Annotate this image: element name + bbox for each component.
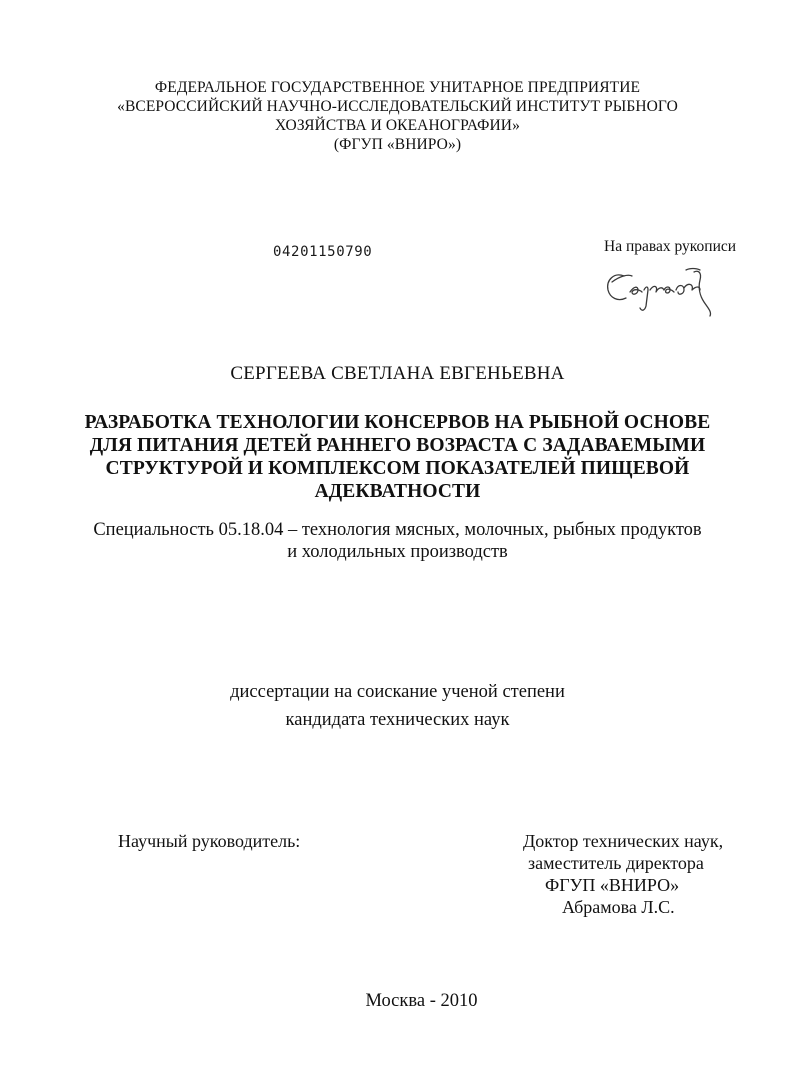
- archive-number: 04201150790: [273, 244, 373, 260]
- organization-line-3: ХОЗЯЙСТВА И ОКЕАНОГРАФИИ»: [275, 117, 520, 134]
- city-year: Москва - 2010: [365, 991, 478, 1011]
- supervisor-label: Научный руководитель:: [118, 831, 301, 851]
- dissertation-title-line-1: РАЗРАБОТКА ТЕХНОЛОГИИ КОНСЕРВОВ НА РЫБНОЙ ОСНОВЕ: [84, 412, 711, 433]
- degree-line-1: диссертации на соискание ученой степени: [230, 682, 565, 702]
- specialty-line-1: Специальность 05.18.04 – технология мясных, молочных, рыбных продуктов: [93, 520, 702, 540]
- supervisor-position: заместитель директора: [528, 853, 704, 873]
- signature-image: [602, 262, 720, 318]
- organization-line-2: «ВСЕРОССИЙСКИЙ НАУЧНО-ИССЛЕДОВАТЕЛЬСКИЙ ИНСТИТУТ РЫБНОГО: [117, 98, 678, 115]
- supervisor-degree: Доктор технических наук,: [523, 831, 724, 851]
- supervisor-organization: ФГУП «ВНИРО»: [545, 875, 680, 895]
- organization-line-4: (ФГУП «ВНИРО»): [333, 136, 462, 153]
- organization-line-1: ФЕДЕРАЛЬНОЕ ГОСУДАРСТВЕННОЕ УНИТАРНОЕ ПРЕДПРИЯТИЕ: [154, 79, 641, 96]
- degree-line-2: кандидата технических наук: [285, 710, 510, 730]
- manuscript-rights: На правах рукописи: [604, 238, 737, 255]
- dissertation-title-line-4: АДЕКВАТНОСТИ: [314, 481, 481, 502]
- author-name: СЕРГЕЕВА СВЕТЛАНА ЕВГЕНЬЕВНА: [230, 363, 565, 384]
- dissertation-title-line-3: СТРУКТУРОЙ И КОМПЛЕКСОМ ПОКАЗАТЕЛЕЙ ПИЩЕВОЙ: [105, 458, 690, 479]
- supervisor-name: Абрамова Л.С.: [562, 897, 675, 917]
- dissertation-title-line-2: ДЛЯ ПИТАНИЯ ДЕТЕЙ РАННЕГО ВОЗРАСТА С ЗАДАВАЕМЫМИ: [89, 435, 706, 456]
- specialty-line-2: и холодильных производств: [287, 542, 508, 562]
